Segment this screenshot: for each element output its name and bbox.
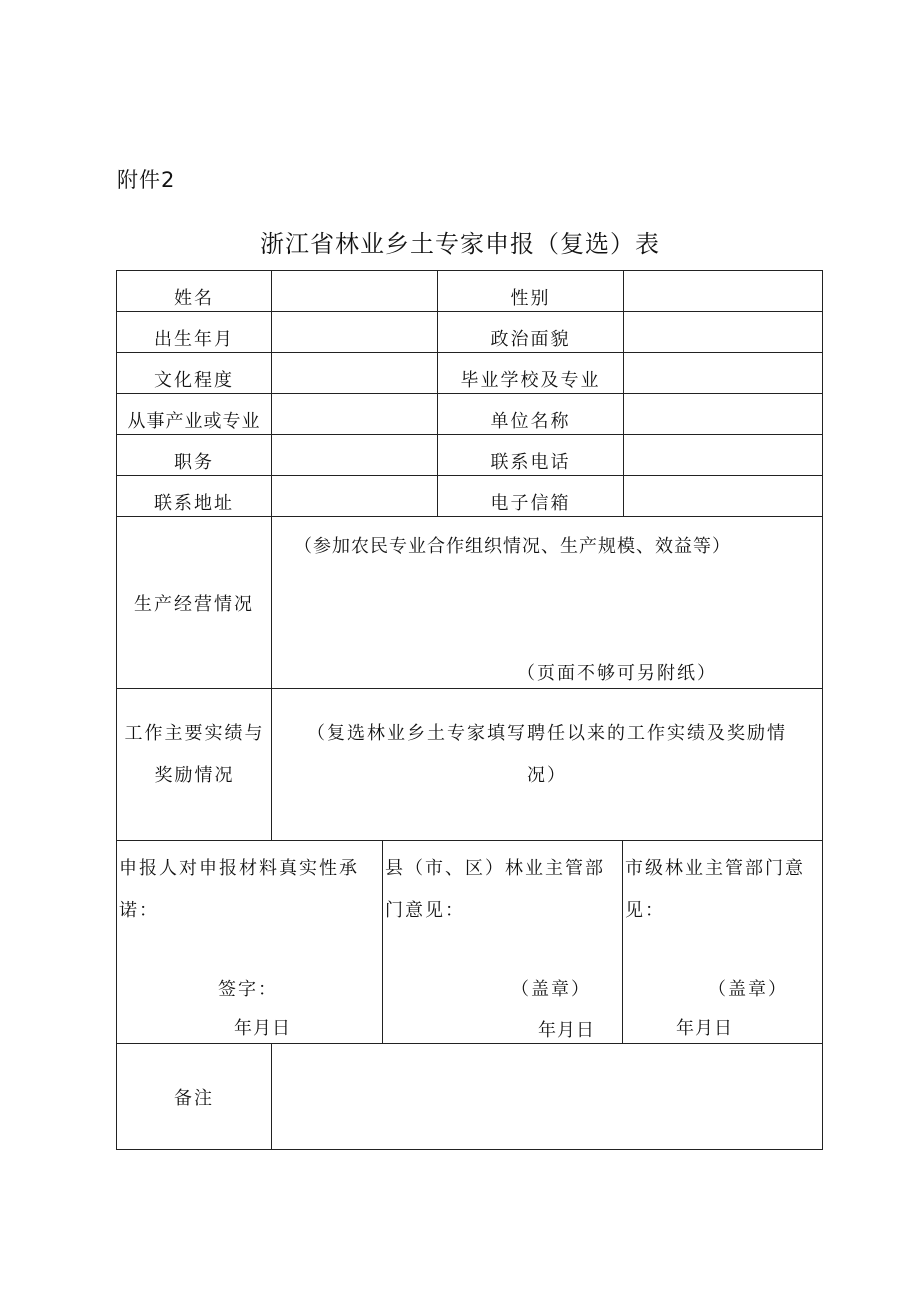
- achievements-hint-line1: （复选林业乡土专家填写聘任以来的工作实绩及奖励情: [307, 723, 787, 744]
- production-hint: （参加农民专业合作组织情况、生产规模、效益等）: [294, 536, 731, 557]
- gender-label: 性别: [438, 271, 624, 312]
- remarks-field[interactable]: [272, 1044, 822, 1149]
- city-seal: （盖章）: [708, 979, 788, 1000]
- name-label: 姓名: [117, 271, 272, 312]
- city-line2: 见：: [625, 900, 665, 921]
- county-seal: （盖章）: [511, 979, 591, 1000]
- county-opinion-cell[interactable]: [383, 841, 623, 1044]
- address-field[interactable]: [272, 476, 438, 517]
- city-opinion-cell[interactable]: [623, 841, 822, 1044]
- political-label: 政治面貌: [438, 312, 624, 353]
- achievements-label-line2: 奖励情况: [154, 765, 235, 786]
- production-field[interactable]: [272, 517, 822, 689]
- phone-label: 联系电话: [438, 435, 624, 476]
- address-label: 联系地址: [117, 476, 272, 517]
- education-label: 文化程度: [117, 353, 272, 394]
- employer-field[interactable]: [624, 394, 822, 435]
- applicant-date: 年月日: [234, 1018, 291, 1039]
- applicant-line1: 申报人对申报材料真实性承: [119, 858, 359, 879]
- applicant-sign-label: 签字：: [218, 979, 278, 1000]
- applicant-commitment-cell[interactable]: [117, 841, 383, 1044]
- employer-label: 单位名称: [438, 394, 624, 435]
- position-label: 职务: [117, 435, 272, 476]
- gender-field[interactable]: [624, 271, 822, 312]
- application-form-table: [116, 270, 823, 1150]
- county-date: 年月日: [538, 1020, 595, 1041]
- name-field[interactable]: [272, 271, 438, 312]
- school-major-field[interactable]: [624, 353, 822, 394]
- production-note: （页面不够可另附纸）: [517, 663, 717, 684]
- industry-field[interactable]: [272, 394, 438, 435]
- county-line1: 县（市、区）林业主管部: [385, 858, 605, 879]
- remarks-label: 备注: [117, 1044, 272, 1149]
- form-title: 浙江省林业乡土专家申报（复选）表: [260, 230, 660, 258]
- birth-label: 出生年月: [117, 312, 272, 353]
- education-field[interactable]: [272, 353, 438, 394]
- position-field[interactable]: [272, 435, 438, 476]
- email-field[interactable]: [624, 476, 822, 517]
- phone-field[interactable]: [624, 435, 822, 476]
- achievements-field[interactable]: [272, 689, 822, 841]
- political-field[interactable]: [624, 312, 822, 353]
- production-label: 生产经营情况: [117, 517, 272, 689]
- achievements-label-line1: 工作主要实绩与: [124, 723, 265, 744]
- birth-field[interactable]: [272, 312, 438, 353]
- school-major-label: 毕业学校及专业: [438, 353, 624, 394]
- attachment-label: 附件2: [117, 168, 176, 192]
- achievements-label: [117, 689, 272, 841]
- achievements-hint-line2: 况）: [527, 765, 567, 786]
- industry-label: 从事产业或专业: [117, 394, 272, 435]
- city-line1: 市级林业主管部门意: [625, 858, 805, 879]
- county-line2: 门意见：: [385, 900, 465, 921]
- applicant-line2: 诺：: [119, 900, 159, 921]
- email-label: 电子信箱: [438, 476, 624, 517]
- city-date: 年月日: [676, 1018, 733, 1039]
